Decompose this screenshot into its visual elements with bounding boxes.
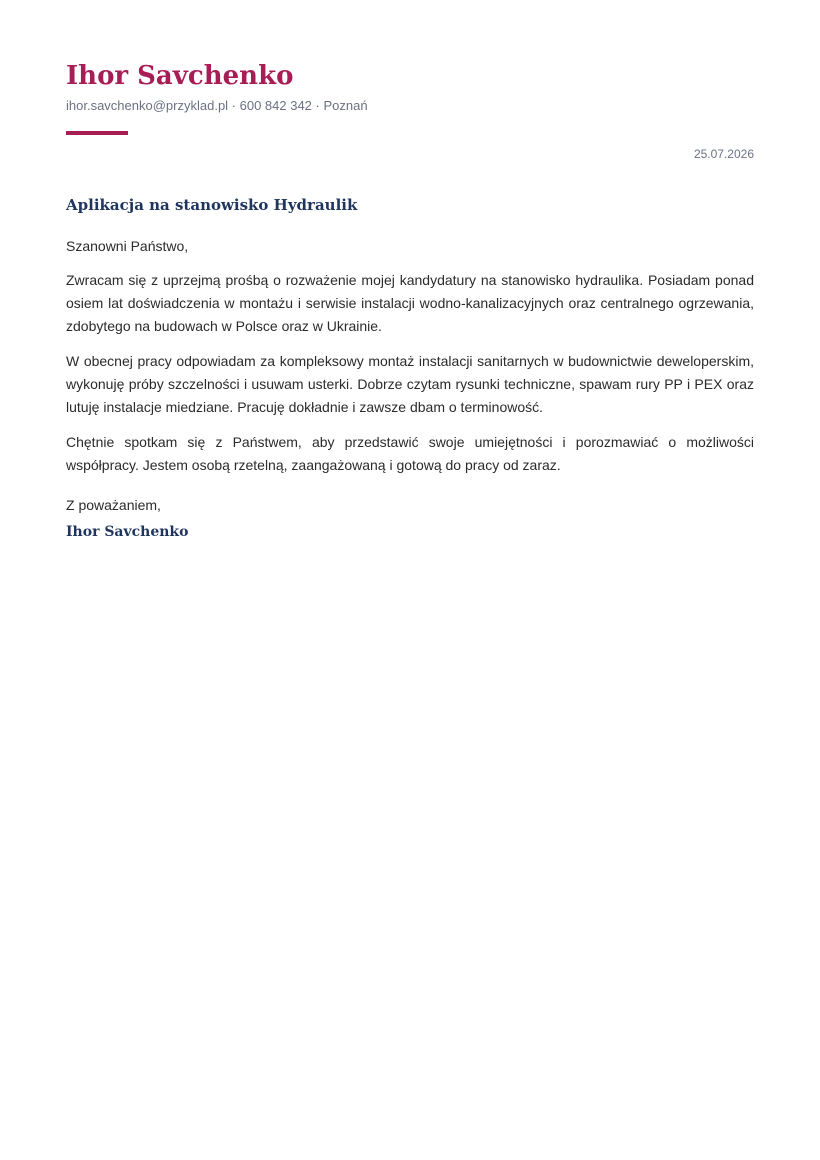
letter-subject: Aplikacja na stanowisko Hydraulik — [66, 196, 358, 214]
letter-body — [66, 235, 754, 489]
contact-line: ihor.savchenko@przyklad.pl · 600 842 342 · Poznań — [66, 98, 368, 113]
body-paragraph: W obecnej pracy odpowiadam za kompleksowy montaż instalacji sanitarnych w budownictwie deweloperskim, wykonuję próby szczelności i usuwam usterki. Dobrze czytam rysunki techniczne, spawam rury PP i PEX oraz lutuję instalacje miedziane. Pracuję dokładnie i zawsze dbam o terminowość. — [66, 353, 754, 415]
sender-name: Ihor Savchenko — [66, 61, 294, 91]
body-paragraph: Zwracam się z uprzejmą prośbą o rozważenie mojej kandydatury na stanowisko hydraulika. Posiadam ponad osiem lat doświadczenia w montażu i serwisie instalacji wodno-kanalizacyjnych oraz centralnego ogrzewania, zdobytego na budowach w Polsce oraz w Ukrainie. — [66, 272, 754, 334]
letter-date: 25.07.2026 — [693, 147, 754, 161]
closing-phrase: Z poważaniem, — [66, 497, 161, 513]
signature-name: Ihor Savchenko — [66, 524, 189, 540]
accent-divider — [66, 131, 128, 135]
body-paragraph: Chętnie spotkam się z Państwem, aby przedstawić swoje umiejętności i porozmawiać o możliwości współpracy. Jestem osobą rzetelną, zaangażowaną i gotową do pracy od zaraz. — [66, 434, 754, 473]
salutation: Szanowni Państwo, — [66, 238, 189, 254]
